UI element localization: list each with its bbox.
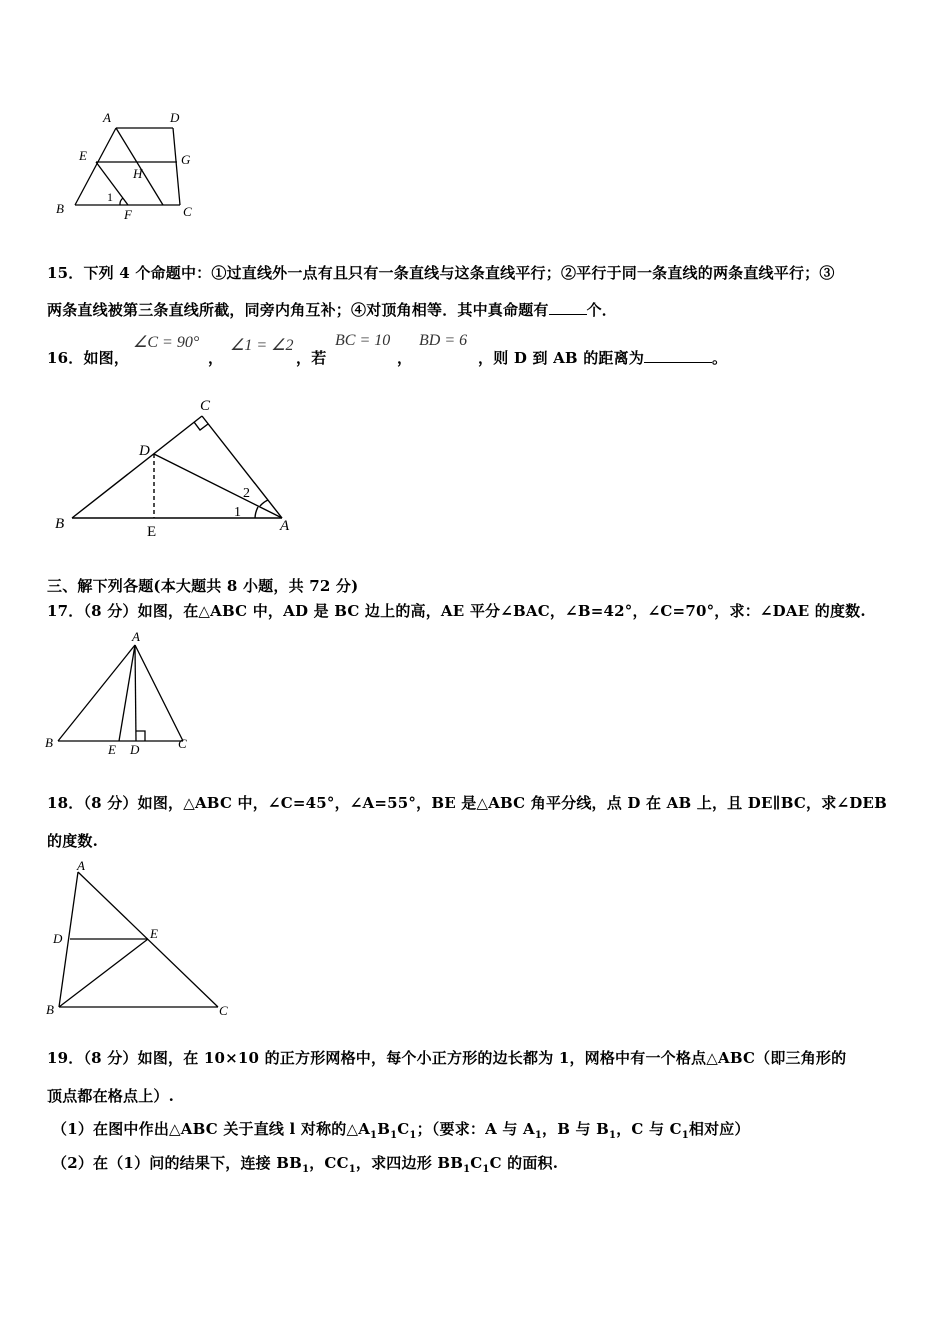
q19-line2: 顶点都在格点上）. [47, 1087, 175, 1105]
seg-BE [59, 939, 148, 1007]
label-F: F [124, 207, 132, 222]
q16-prefix: 16．如图， [47, 349, 130, 367]
q19-line1: 19．（8 分）如图，在 10×10 的正方形网格中，每个小正方形的边长都为 1，网格中有一个格点△ABC（即三角形的 [47, 1049, 847, 1067]
q19-part2-end: C 的面积. [489, 1154, 559, 1172]
angle-arc-1 [255, 507, 258, 518]
label-E: E [108, 742, 116, 757]
seg-AD [135, 645, 136, 741]
seg-AE [119, 645, 135, 741]
label-H: H [133, 166, 143, 181]
angle-arc-1 [120, 198, 123, 205]
seg-AC [135, 645, 183, 741]
label-C: C [200, 398, 211, 414]
figure-right-triangle [50, 390, 300, 540]
label-D: D [170, 110, 180, 125]
q19-part1: （1）在图中作出△ABC 关于直线 l 对称的$\triangle A_1B_1C_1$；（要求：A 与 $A_1$，B 与 $B_1$，C 与 $C_1$相对应） [52, 1120, 750, 1141]
label-A: A [103, 110, 111, 125]
q16-math-bd: BD = 6 [419, 332, 468, 349]
q18-line2: 的度数. [47, 832, 99, 850]
q19-part2-text: （2）在（1）问的结果下，连接 BB [52, 1154, 303, 1172]
q19-part2: （2）在（1）问的结果下，连接 $BB_1$，$CC_1$，求四边形 $BB_1C_1C$ 的面积. [52, 1154, 559, 1175]
figure-trapezoid [50, 105, 210, 225]
q16-math-angle-c: ∠C = 90° [133, 334, 200, 351]
label-D: D [139, 443, 150, 459]
label-angle-1: 1 [234, 505, 241, 520]
label-E: E [79, 148, 87, 163]
q19-part1-req: （要求：A 与 A [431, 1120, 535, 1138]
right-angle-mark-D [136, 731, 145, 741]
seg-DC [173, 128, 180, 205]
q15-line1: 15．下列 4 个命题中：①过直线外一点有且只有一条直线与这条直线平行；②平行于同一条直线的两条直线平行；③ [47, 264, 835, 282]
q17-text: 17．（8 分）如图，在△ABC 中，AD 是 BC 边上的高，AE 平分∠BAC，∠B=42°，∠C=70°，求：∠DAE 的度数. [47, 602, 866, 620]
label-E: E [150, 926, 158, 941]
q16-math-angle-eq: ∠1 = ∠2 [230, 337, 294, 354]
q15-end: 个． [586, 301, 618, 319]
q16-tail [478, 347, 727, 368]
label-C: C [219, 1003, 228, 1018]
angle-arc-2 [260, 500, 268, 506]
q16-tail-text: ，则 D 到 AB 的距离为 [478, 349, 645, 367]
label-C: C [183, 204, 192, 219]
label-angle-2: 2 [243, 486, 250, 501]
q19-part2-quad: ，求四边形 BB [355, 1154, 464, 1172]
q19-part1-b: ，B 与 B [542, 1120, 610, 1138]
q18-line1: 18．（8 分）如图，△ABC 中，∠C=45°，∠A=55°，BE 是△ABC 角平分线，点 D 在 AB 上，且 DE∥BC，求∠DEB [47, 794, 887, 812]
q15-text: 两条直线被第三条直线所截，同旁内角互补；④对顶角相等．其中真命题有 [47, 301, 549, 319]
q19-part2-cc: ，CC [309, 1154, 349, 1172]
label-A: A [280, 518, 290, 534]
q19-part1-end: 相对应） [688, 1120, 750, 1138]
label-D: D [53, 931, 63, 946]
q16-if: ，若 [296, 349, 327, 367]
q16-end: 。 [712, 349, 728, 367]
seg-DA [154, 454, 282, 518]
label-C: C [178, 736, 187, 751]
label-B: B [45, 735, 53, 750]
seg-CA [202, 416, 282, 518]
q19-part1-c: ，C 与 C [616, 1120, 682, 1138]
label-D: D [130, 742, 140, 757]
label-B: B [46, 1002, 54, 1017]
q16-math-bc: BC = 10 [335, 332, 391, 349]
label-B: B [55, 516, 65, 532]
q19-part1-text: （1）在图中作出△ABC 关于直线 l 对称的△A [52, 1120, 371, 1138]
label-E: E [147, 524, 157, 540]
section-3-heading: 三、解下列各题(本大题共 8 小题，共 72 分) [47, 577, 359, 595]
figure-triangle-altitude [40, 625, 210, 760]
seg-BA [58, 645, 135, 741]
figure-triangle-parallel [40, 855, 240, 1025]
right-angle-mark-C [194, 422, 208, 430]
q15-line2 [47, 299, 617, 320]
label-A: A [132, 629, 140, 644]
label-angle-1: 1 [107, 190, 113, 204]
q16-comma2: ， [397, 349, 413, 367]
q15-answer-blank[interactable] [549, 314, 587, 315]
q16-comma1: ， [208, 349, 224, 367]
label-G: G [181, 152, 191, 167]
q16-answer-blank[interactable] [644, 362, 712, 363]
label-A: A [77, 858, 85, 873]
seg-BC [72, 416, 202, 518]
label-B: B [56, 201, 64, 216]
